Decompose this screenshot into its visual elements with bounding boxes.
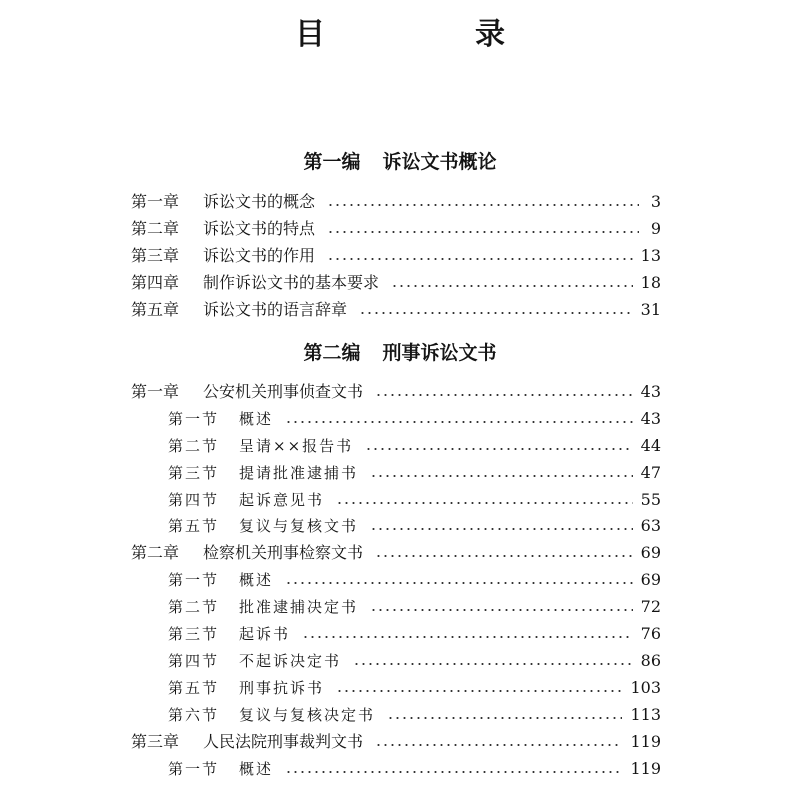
- entry-label: 第四章: [131, 273, 180, 292]
- entry-label: 第三章: [131, 732, 180, 751]
- entry-label: 第一节: [168, 410, 220, 428]
- dot-leader: [327, 231, 639, 233]
- entry-label: 第二节: [168, 598, 220, 616]
- entry-page-number: 9: [650, 219, 661, 238]
- entry-label: 第一节: [168, 571, 220, 589]
- entry-page-number: 103: [630, 678, 661, 697]
- toc-entry-section[interactable]: [168, 648, 661, 674]
- entry-label: 第六节: [168, 706, 220, 724]
- dot-leader: [387, 717, 622, 719]
- entry-title: 呈请××报告书: [239, 437, 354, 455]
- toc-entry-section[interactable]: [168, 406, 661, 432]
- entry-title: 刑事抗诉书: [239, 679, 325, 697]
- toc-entry-section[interactable]: [168, 513, 661, 539]
- entry-label: 第三节: [168, 464, 220, 482]
- entry-page-number: 13: [640, 246, 661, 265]
- dot-leader: [285, 582, 633, 584]
- entry-label: 第二章: [131, 543, 180, 562]
- entry-title: 起诉书: [239, 625, 291, 643]
- dot-leader: [285, 771, 622, 773]
- entry-page-number: 72: [640, 597, 661, 616]
- toc-entry-chapter[interactable]: [131, 270, 661, 296]
- entry-label: 第一章: [131, 382, 180, 401]
- entry-title: 诉讼文书的特点: [203, 219, 316, 238]
- toc-entry-section[interactable]: [168, 756, 661, 782]
- entry-title: 起诉意见书: [239, 491, 325, 509]
- entry-label: 第四节: [168, 491, 220, 509]
- entry-page-number: 63: [640, 516, 661, 535]
- entry-label: 第五节: [168, 679, 220, 697]
- dot-leader: [285, 421, 633, 423]
- entry-page-number: 69: [640, 543, 661, 562]
- entry-label: 第三节: [168, 625, 220, 643]
- entry-page-number: 43: [640, 382, 661, 401]
- entry-title: 概述: [239, 410, 274, 428]
- part-heading-2: [0, 340, 800, 366]
- dot-leader: [375, 394, 633, 396]
- dot-leader: [327, 258, 633, 260]
- toc-entry-chapter[interactable]: [131, 189, 661, 215]
- entry-title: 检察机关刑事检察文书: [203, 543, 364, 562]
- toc-entry-section[interactable]: [168, 621, 661, 647]
- entry-page-number: 43: [640, 409, 661, 428]
- entry-page-number: 113: [630, 705, 661, 724]
- entry-title: 诉讼文书的语言辞章: [203, 300, 348, 319]
- entry-title: 不起诉决定书: [239, 652, 342, 670]
- entry-title: 公安机关刑事侦查文书: [203, 382, 364, 401]
- entry-page-number: 69: [640, 570, 661, 589]
- entry-page-number: 119: [630, 759, 661, 778]
- page-title: 目 录: [295, 17, 565, 52]
- dot-leader: [370, 609, 633, 611]
- part-number: 第二编: [303, 342, 361, 364]
- dot-leader: [336, 690, 622, 692]
- entry-title: 制作诉讼文书的基本要求: [203, 273, 380, 292]
- toc-entry-chapter[interactable]: [131, 297, 661, 323]
- entry-page-number: 44: [640, 436, 661, 455]
- entry-label: 第五节: [168, 517, 220, 535]
- entry-title: 复议与复核决定书: [239, 706, 376, 724]
- dot-leader: [375, 744, 622, 746]
- entry-page-number: 76: [640, 624, 661, 643]
- dot-leader: [370, 528, 633, 530]
- part-heading-1: [0, 149, 800, 175]
- entry-title: 批准逮捕决定书: [239, 598, 359, 616]
- toc-entry-chapter[interactable]: [131, 216, 661, 242]
- dot-leader: [391, 285, 633, 287]
- part-title: 刑事诉讼文书: [382, 342, 497, 364]
- dot-leader: [327, 204, 639, 206]
- entry-page-number: 31: [640, 300, 661, 319]
- dot-leader: [302, 636, 633, 638]
- entry-label: 第四节: [168, 652, 220, 670]
- entry-title: 复议与复核文书: [239, 517, 359, 535]
- entry-title: 人民法院刑事裁判文书: [203, 732, 364, 751]
- entry-label: 第二章: [131, 219, 180, 238]
- toc-entry-chapter[interactable]: [131, 729, 661, 755]
- toc-entry-section[interactable]: [168, 594, 661, 620]
- entry-title: 诉讼文书的作用: [203, 246, 316, 265]
- entry-title: 提请批准逮捕书: [239, 464, 359, 482]
- entry-label: 第二节: [168, 437, 220, 455]
- toc-entry-chapter[interactable]: [131, 379, 661, 405]
- entry-label: 第一节: [168, 760, 220, 778]
- dot-leader: [370, 475, 633, 477]
- entry-page-number: 55: [640, 490, 661, 509]
- part-title: 诉讼文书概论: [382, 151, 497, 173]
- entry-label: 第五章: [131, 300, 180, 319]
- entry-title: 概述: [239, 571, 274, 589]
- toc-entry-chapter[interactable]: [131, 540, 661, 566]
- dot-leader: [365, 448, 633, 450]
- entry-page-number: 86: [640, 651, 661, 670]
- toc-entry-section[interactable]: [168, 487, 661, 513]
- entry-page-number: 18: [640, 273, 661, 292]
- toc-entry-section[interactable]: [168, 460, 661, 486]
- toc-entry-section[interactable]: [168, 433, 661, 459]
- toc-entry-chapter[interactable]: [131, 243, 661, 269]
- toc-entry-section[interactable]: [168, 567, 661, 593]
- entry-label: 第三章: [131, 246, 180, 265]
- part-number: 第一编: [303, 151, 361, 173]
- entry-page-number: 47: [640, 463, 661, 482]
- entry-title: 概述: [239, 760, 274, 778]
- dot-leader: [336, 502, 633, 504]
- entry-page-number: 3: [650, 192, 661, 211]
- dot-leader: [353, 663, 633, 665]
- entry-page-number: 119: [630, 732, 661, 751]
- entry-title: 诉讼文书的概念: [203, 192, 316, 211]
- dot-leader: [375, 555, 633, 557]
- dot-leader: [359, 312, 633, 314]
- toc-entry-section[interactable]: [168, 675, 661, 701]
- toc-entry-section[interactable]: [168, 702, 661, 728]
- entry-label: 第一章: [131, 192, 180, 211]
